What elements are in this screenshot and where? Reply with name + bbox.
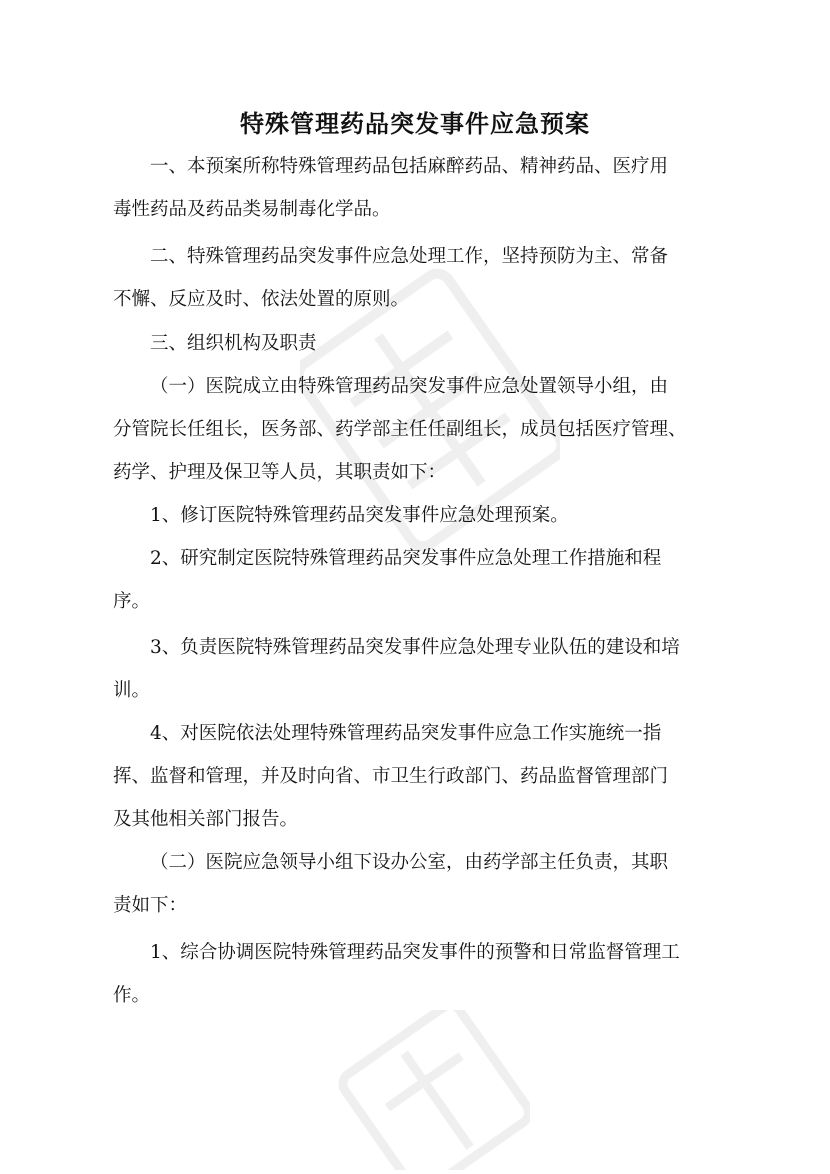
paragraph-line: 不懈、反应及时、依法处置的原则。 [113, 289, 410, 310]
paragraph-line: 2、研究制定医院特殊管理药品突发事件应急处理工作措施和程 [150, 548, 662, 569]
paragraph-line: 三、组织机构及职责 [150, 333, 317, 354]
paragraph-line: 1、综合协调医院特殊管理药品突发事件的预警和日常监督管理工 [150, 942, 680, 963]
paragraph-line: 1、修订医院特殊管理药品突发事件应急处理预案。 [150, 505, 569, 526]
list-item [113, 537, 713, 623]
paragraph-line: （一）医院成立由特殊管理药品突发事件应急处置领导小组，由 [150, 376, 669, 397]
paragraph-line: 挥、监督和管理，并及时向省、市卫生行政部门、药品监督管理部门 [113, 766, 669, 787]
paragraph-line: 及其他相关部门报告。 [113, 809, 299, 830]
paragraph-subsection-2 [113, 841, 713, 927]
paragraph-line: 序。 [113, 591, 151, 612]
list-item [113, 626, 713, 712]
paragraph-section-1 [113, 145, 713, 231]
paragraph-line: 毒性药品及药品类易制毒化学品。 [113, 199, 391, 220]
paragraph-line: 二、特殊管理药品突发事件应急处理工作，坚持预防为主、常备 [150, 246, 669, 267]
list-item [113, 931, 713, 1017]
list-item [113, 494, 713, 537]
paragraph-line: 药学、护理及保卫等人员，其职责如下： [113, 462, 447, 483]
document-title: 特殊管理药品突发事件应急预案 [240, 109, 590, 138]
paragraph-line: 3、负责医院特殊管理药品突发事件应急处理专业队伍的建设和培 [150, 637, 680, 658]
list-item [113, 712, 713, 841]
paragraph-line: 一、本预案所称特殊管理药品包括麻醉药品、精神药品、医疗用 [150, 156, 669, 177]
watermark-logo-bottom [330, 1010, 530, 1170]
paragraph-section-3-heading [113, 322, 713, 365]
paragraph-subsection-1 [113, 365, 713, 494]
paragraph-line: 分管院长任组长，医务部、药学部主任任副组长，成员包括医疗管理、 [113, 419, 687, 440]
paragraph-line: 训。 [113, 680, 151, 701]
paragraph-line: 作。 [113, 985, 151, 1006]
paragraph-line: 责如下： [113, 895, 188, 916]
paragraph-line: 4、对医院依法处理特殊管理药品突发事件应急工作实施统一指 [150, 723, 662, 744]
paragraph-section-2 [113, 235, 713, 321]
paragraph-line: （二）医院应急领导小组下设办公室，由药学部主任负责，其职 [150, 852, 669, 873]
